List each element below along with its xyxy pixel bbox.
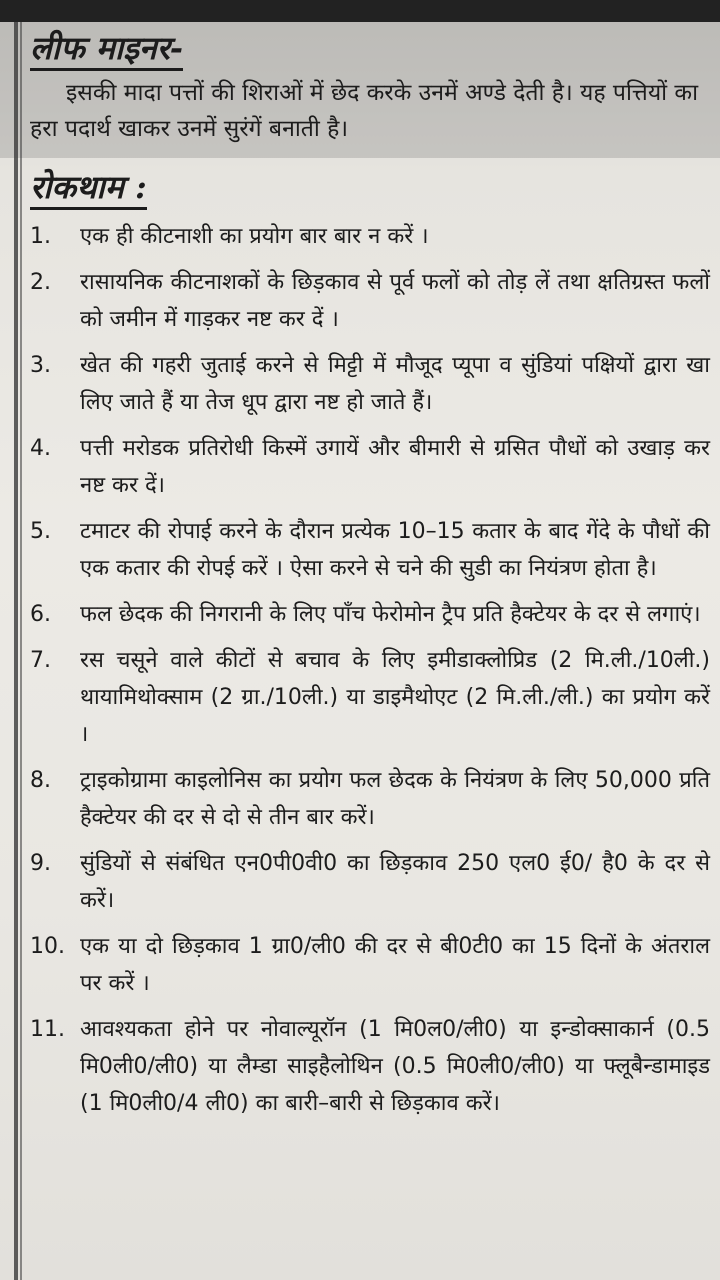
list-item-number: 10. [30, 934, 65, 959]
list-item [30, 845, 710, 919]
list-item-number: 9. [30, 851, 51, 876]
list-item [30, 347, 710, 421]
page-border-line [14, 22, 18, 1280]
list-item-number: 11. [30, 1017, 65, 1042]
list-item [30, 430, 710, 504]
leaf-miner-description: इसकी मादा पत्तों की शिराओं में छेद करके उनमें अण्डे देती है। यह पत्तियों का हरा पदार्थ खाकर उनमें सुरंगें बनाती है। [30, 80, 699, 142]
list-item [30, 264, 710, 338]
list-item [30, 928, 710, 1002]
list-item-number: 1. [30, 224, 51, 249]
list-item [30, 218, 710, 255]
list-item-number: 3. [30, 353, 51, 378]
document-page [0, 22, 720, 1280]
list-item-text: रस चसूने वाले कीटों से बचाव के लिए इमीडाक्लोप्रिड (2 मि.ली./10ली.) थायामिथोक्साम (2 ग्रा./10ली.) या डाइमैथोएट (2 मि.ली./ली.) का प्रयोग करें । [80, 648, 710, 747]
leaf-miner-section [30, 28, 710, 147]
list-item-text: ट्राइकोग्रामा काइलोनिस का प्रयोग फल छेदक के नियंत्रण के लिए 50,000 प्रति हैक्टेयर की दर से दो से तीन बार करें। [80, 768, 710, 830]
list-item-number: 7. [30, 648, 51, 673]
list-item [30, 513, 710, 587]
list-item [30, 1011, 710, 1122]
list-item-text: आवश्यकता होने पर नोवाल्यूरॉन (1 मि0ल0/ली0) या इन्डोक्साकार्न (0.5 मि0ली0/ली0) या लैम्डा साइहैलोथिन (0.5 मि0ली0/ली0) या फ्लूबैन्डामाइड (1 मि0ली0/4 ली0) का बारी–बारी से छिड़काव करें। [80, 1017, 710, 1116]
control-section [30, 147, 710, 1122]
control-measures-list [30, 218, 710, 1122]
document-content [30, 28, 710, 1131]
list-item-text: पत्ती मरोडक प्रतिरोधी किस्में उगायें और बीमारी से ग्रसित पौधों को उखाड़ कर नष्ट कर दें। [80, 436, 710, 498]
list-item [30, 642, 710, 753]
list-item-number: 6. [30, 602, 51, 627]
list-item-text: फल छेदक की निगरानी के लिए पाँच फेरोमोन ट्रैप प्रति हैक्टेयर के दर से लगाएं। [80, 602, 701, 627]
list-item-text: खेत की गहरी जुताई करने से मिट्टी में मौजूद प्यूपा व सुंडियां पक्षियों द्वारा खा लिए जाते हैं या तेज धूप द्वारा नष्ट हो जाते हैं। [80, 353, 710, 415]
list-item-text: एक या दो छिड़काव 1 ग्रा0/ली0 की दर से बी0टी0 का 15 दिनों के अंतराल पर करें । [80, 934, 710, 996]
list-item-number: 4. [30, 436, 51, 461]
list-item-text: एक ही कीटनाशी का प्रयोग बार बार न करें । [80, 224, 429, 249]
list-item-number: 2. [30, 270, 51, 295]
list-item-text: रासायनिक कीटनाशकों के छिड़काव से पूर्व फलों को तोड़ लें तथा क्षतिग्रस्त फलों को जमीन में गाड़कर नष्ट कर दें । [80, 270, 710, 332]
list-item [30, 762, 710, 836]
leaf-miner-heading: लीफ माइनर- [30, 28, 183, 71]
list-item [30, 596, 710, 633]
page-border-line-inner [20, 22, 22, 1280]
control-heading: रोकथाम : [30, 167, 147, 210]
list-item-text: टमाटर की रोपाई करने के दौरान प्रत्येक 10–15 कतार के बाद गेंदे के पौधों की एक कतार की रोपई करें । ऐसा करने से चने की सुडी का नियंत्रण होता है। [80, 519, 710, 581]
list-item-text: सुंडियों से संबंधित एन0पी0वी0 का छिड़काव 250 एल0 ई0/ है0 के दर से करें। [80, 851, 710, 913]
list-item-number: 8. [30, 768, 51, 793]
list-item-number: 5. [30, 519, 51, 544]
